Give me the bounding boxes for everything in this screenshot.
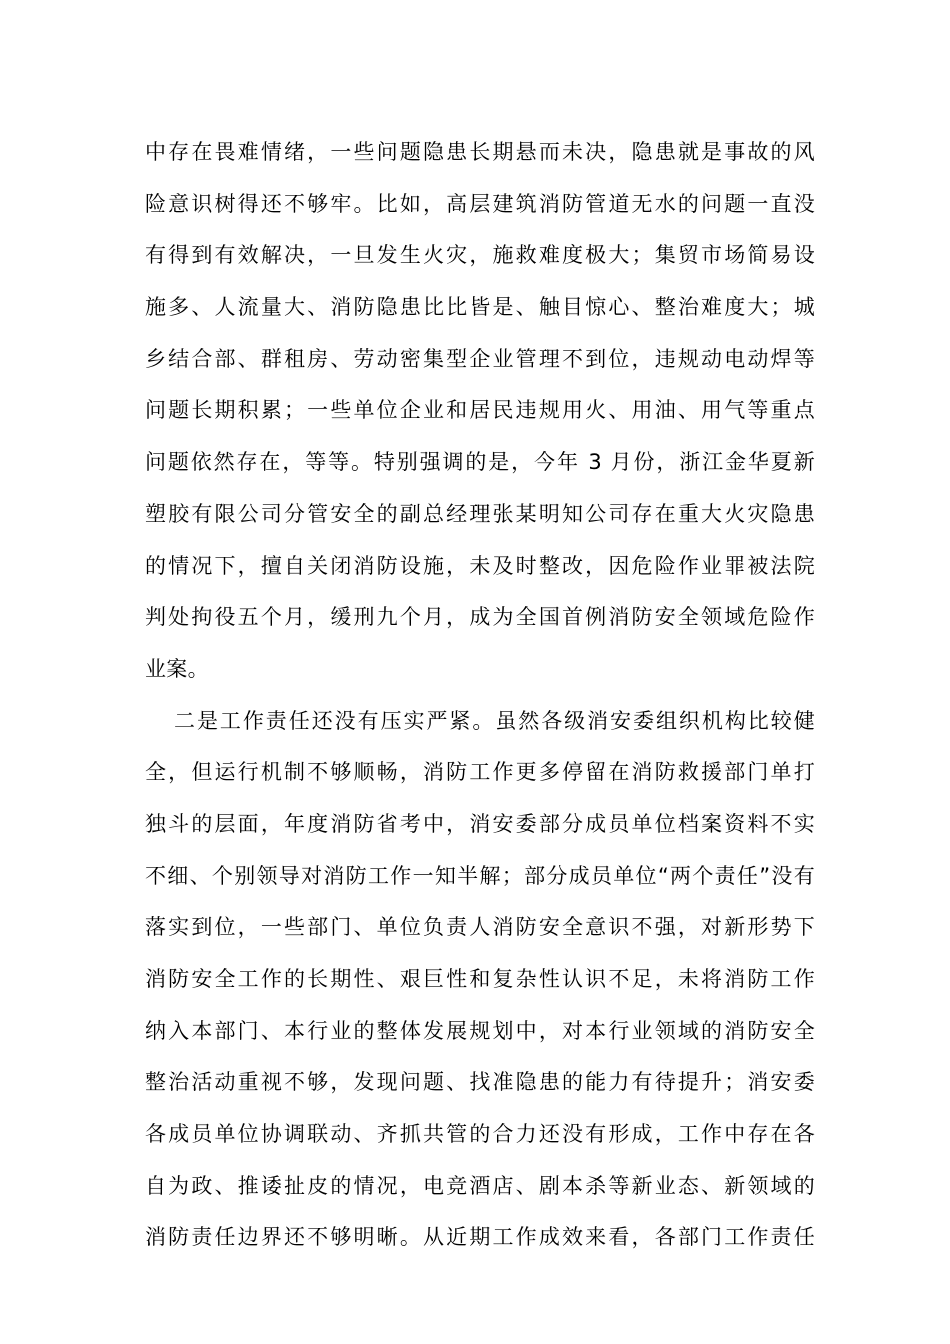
text-line: 消防责任边界还不够明晰。从近期工作成效来看，各部门工作责任 [145, 1225, 815, 1250]
text-line: 问题依然存在，等等。特别强调的是，今年 3 月份，浙江金华夏新 [145, 450, 815, 475]
text-line: 全，但运行机制不够顺畅，消防工作更多停留在消防救援部门单打 [145, 760, 815, 785]
text-line: 消防安全工作的长期性、艰巨性和复杂性认识不足，未将消防工作 [145, 967, 815, 991]
text-line: 险意识树得还不够牢。比如，高层建筑消防管道无水的问题一直没 [145, 191, 815, 216]
text-line: 的情况下，擅自关闭消防设施，未及时整改，因危险作业罪被法院 [145, 553, 815, 578]
text-line: 判处拘役五个月，缓刑九个月，成为全国首例消防安全领域危险作 [145, 605, 815, 630]
text-line: 不细、个别领导对消防工作一知半解；部分成员单位“两个责任”没有 [145, 863, 815, 888]
text-line: 纳入本部门、本行业的整体发展规划中，对本行业领域的消防安全 [145, 1018, 815, 1043]
paragraph-1 [145, 127, 815, 696]
text-line: 施多、人流量大、消防隐患比比皆是、触目惊心、整治难度大；城 [145, 295, 815, 320]
paragraph-2 [145, 696, 815, 1265]
text-line: 塑胶有限公司分管安全的副总经理张某明知公司存在重大火灾隐患 [145, 501, 815, 526]
text-line: 乡结合部、群租房、劳动密集型企业管理不到位，违规动电动焊等 [145, 346, 815, 371]
text-line: 自为政、推诿扯皮的情况，电竞酒店、剧本杀等新业态、新领域的 [145, 1173, 815, 1198]
text-line: 二是工作责任还没有压实严紧。虽然各级消安委组织机构比较健 [174, 708, 815, 733]
body-text [145, 127, 815, 1264]
text-line: 中存在畏难情绪，一些问题隐患长期悬而未决，隐患就是事故的风 [145, 140, 815, 164]
text-line: 有得到有效解决，一旦发生火灾，施救难度极大；集贸市场简易设 [145, 243, 815, 268]
text-line: 各成员单位协调联动、齐抓共管的合力还没有形成，工作中存在各 [145, 1122, 815, 1147]
text-line: 整治活动重视不够，发现问题、找准隐患的能力有待提升；消安委 [145, 1070, 815, 1095]
text-line: 业案。 [145, 656, 209, 681]
text-line: 独斗的层面，年度消防省考中，消安委部分成员单位档案资料不实 [145, 811, 815, 836]
text-line: 落实到位，一些部门、单位负责人消防安全意识不强，对新形势下 [145, 915, 815, 940]
text-line: 问题长期积累；一些单位企业和居民违规用火、用油、用气等重点 [145, 398, 815, 423]
